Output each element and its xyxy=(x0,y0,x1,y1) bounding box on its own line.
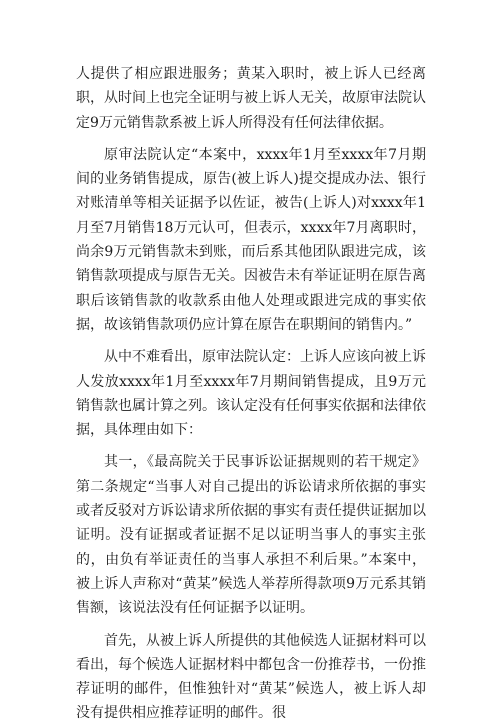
paragraph-court-finding: 原审法院认定“本案中，xxxx年1月至xxxx年7月期间的业务销售提成，原告(被上诉人)提交提成办法、银行对账清单等相关证据予以佐证，被告(上诉人)对xxxx年1月至7月销售18万元认可，但表示，xxxx年7月离职时，尚余9万元销售款未到账，而后系其他团队跟进完成，该销售款项提成与原告无关。因被告未有举证证明在原告离职后该销售款的收款系由他人处理或跟进完成的事实依据，故该销售款项仍应计算在原告在职期间的销售内。” xyxy=(76,146,426,333)
paragraph-reason-one: 其一，《最高院关于民事诉讼证据规则的若干规定》第二条规定“当事人对自己提出的诉讼请求所依据的事实或者反驳对方诉讼请求所依据的事实有责任提供证据加以证明。没有证据或者证据不足以证明当事人的事实主张的，由负有举证责任的当事人承担不利后果。”本案中，被上诉人声称对“黄某”候选人举荐所得款项9万元系其销售额，该说法没有任何证据予以证明。 xyxy=(76,454,426,617)
paragraph-first-point: 首先，从被上诉人所提供的其他候选人证据材料可以看出，每个候选人证据材料中都包含一份推荐书，一份推荐证明的邮件，但惟独针对“黄某”候选人，被上诉人却没有提供相应推荐证明的邮件。很 xyxy=(76,632,426,722)
paragraph-continuation: 人提供了相应跟进服务；黄某入职时，被上诉人已经离职，从时间上也完全证明与被上诉人无关，故原审法院认定9万元销售款系被上诉人所得没有任何法律依据。 xyxy=(76,66,426,131)
document-body xyxy=(76,62,426,726)
paragraph-analysis: 从中不难看出，原审法院认定：上诉人应该向被上诉人发放xxxx年1月至xxxx年7月期间销售提成，且9万元销售款也属计算之列。该认定没有任何事实依据和法律依据，具体理由如下： xyxy=(76,349,426,439)
